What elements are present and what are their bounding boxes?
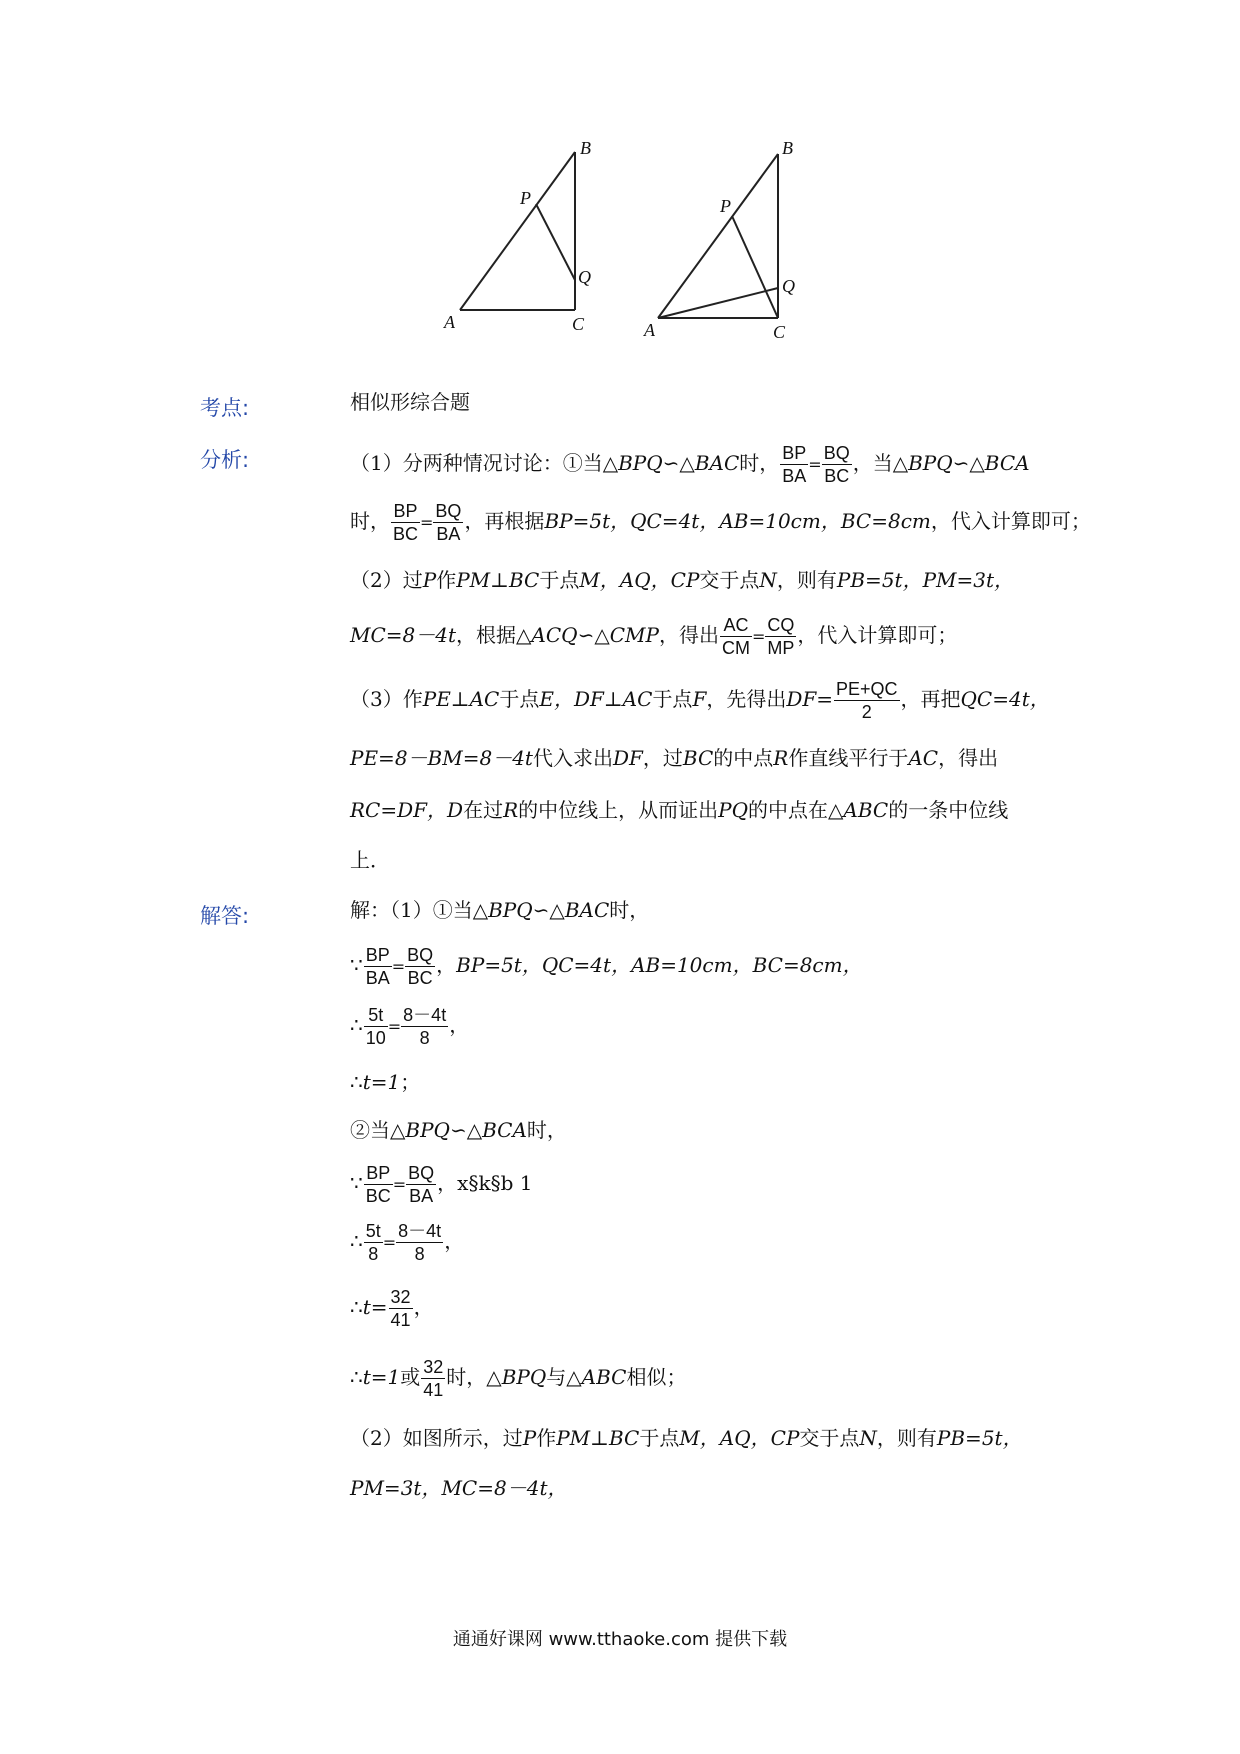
text-run: BQ (407, 945, 434, 965)
text-run: CQ (767, 615, 795, 635)
analysis-line-2 (350, 500, 1091, 545)
fraction (433, 500, 463, 545)
text-run: BPQ (618, 451, 663, 475)
text-run: 8 (368, 1244, 379, 1264)
text-run: MP (767, 638, 795, 658)
text-run: QC=4t， (960, 687, 1050, 711)
text-run: BA (436, 524, 461, 544)
text-run: BC (393, 524, 419, 544)
text-run: = (391, 956, 406, 976)
text-run: MC=8－4t (350, 623, 457, 647)
text-run: BC (407, 968, 433, 988)
text-run: P (522, 1426, 537, 1450)
text-run: 的中位线上，从而证出 (518, 798, 719, 822)
label-fenxi: 分析: (200, 448, 250, 472)
text-run: ∵ (350, 953, 363, 977)
text-run: BP=5t，QC=4t，AB=10cm，BC=8cm (544, 509, 931, 533)
solution-line-4 (350, 1072, 420, 1092)
solution-line-11: PM=3t，MC=8－4t， (350, 1476, 568, 1500)
text-run: BCA (482, 1118, 527, 1142)
text-run: PM⊥BC (456, 568, 540, 592)
right-label-q: Q (782, 276, 795, 296)
text-run: 41 (423, 1380, 444, 1400)
text-run: = (751, 626, 766, 646)
text-run: ， (437, 1171, 458, 1195)
text-run: 代入求出 (532, 746, 613, 770)
label-kaodian: 考点: (200, 396, 250, 420)
solution-line-8 (350, 1286, 434, 1331)
fraction (421, 1356, 445, 1401)
left-label-q: Q (578, 267, 591, 287)
solution-line-2 (350, 944, 863, 989)
text-run: = (420, 512, 434, 532)
text-run: ，则有 (876, 1426, 937, 1450)
text-run: ABC (581, 1365, 627, 1389)
text-run: 时， (609, 898, 650, 922)
text-run: BP (391, 500, 420, 523)
text-run: PB=5t，PM=3t， (836, 568, 1015, 592)
text-run: CM (721, 638, 750, 658)
text-run: ∴ (350, 1365, 363, 1389)
text-run: 解：（1）①当△ (350, 898, 489, 922)
text-run: ， (413, 1295, 434, 1319)
text-run: t=1 (362, 1365, 401, 1389)
text-run: BAC (564, 898, 610, 922)
text-run: （2）如图所示，过 (350, 1426, 523, 1450)
fraction (364, 1004, 388, 1049)
text-run: 作 (436, 568, 457, 592)
text-run: ，过 (642, 746, 683, 770)
text-run: BQ (823, 443, 850, 463)
text-run: 或 (400, 1365, 421, 1389)
text-run: ∴ (350, 1013, 363, 1037)
fraction (389, 1286, 413, 1331)
text-run: ， (436, 953, 457, 977)
text-run: 的一条中位线 (888, 798, 1009, 822)
fraction (391, 500, 420, 545)
text-run: 5t (365, 1221, 381, 1241)
text-run: = (382, 1232, 397, 1252)
text-run: ∽△ (662, 451, 695, 475)
left-label-c: C (572, 314, 585, 334)
solution-line-7 (350, 1220, 464, 1265)
text-run: BC (682, 746, 714, 770)
analysis-line-6 (350, 748, 998, 768)
text-run: t= (362, 1295, 388, 1319)
text-run: 时， (739, 451, 780, 475)
fraction (765, 614, 796, 659)
fraction (396, 1220, 443, 1265)
text-run: 2 (861, 702, 872, 722)
text-run: 与△ (546, 1365, 582, 1389)
left-label-p: P (520, 188, 531, 208)
text-run: ，代入计算即可； (930, 509, 1091, 533)
text-run: BCA (984, 451, 1030, 475)
text-run: t=1 (362, 1070, 401, 1094)
text-run: 时，△ (446, 1365, 502, 1389)
analysis-line-1 (350, 442, 1030, 487)
text-run: ACQ (531, 623, 578, 647)
fraction (406, 1162, 436, 1207)
text-run: ，得出 (938, 746, 999, 770)
text-run: M，AQ，CP (579, 568, 700, 592)
text-run: ∴ (350, 1070, 363, 1094)
text-run: RC=DF，D (350, 798, 464, 822)
text-run: P (422, 568, 437, 592)
text-run: ； (400, 1070, 421, 1094)
text-run: 作 (536, 1426, 557, 1450)
text-run: CMP (609, 623, 659, 647)
text-run: BPQ (501, 1365, 547, 1389)
text-run: 作直线平行于 (788, 746, 909, 770)
text-run: ， (444, 1229, 465, 1253)
text-run: ，再根据 (464, 509, 545, 533)
text-run: = (808, 454, 822, 474)
text-run: 于点 (499, 687, 540, 711)
fraction (364, 944, 392, 989)
fraction (364, 1162, 393, 1207)
text-run: x§k§b 1 (457, 1171, 533, 1195)
left-triangle (460, 152, 575, 310)
text-run: 相似； (626, 1365, 687, 1389)
text-run: 的中点在△ (748, 798, 844, 822)
label-jieda: 解答: (200, 904, 250, 928)
text-run: ，当△ (852, 451, 909, 475)
text-run: 交于点 (799, 1426, 860, 1450)
text-run: ，先得出 (706, 687, 787, 711)
text-run: BPQ (405, 1118, 450, 1142)
text-run: 10 (365, 1028, 386, 1048)
text-run: ∽△ (952, 451, 985, 475)
text-run: R (773, 746, 789, 770)
text-run: ，则有 (776, 568, 837, 592)
triangle-figures (430, 140, 830, 380)
text-run: BC (365, 1186, 391, 1206)
text-run: 8 (419, 1028, 430, 1048)
text-run: = (387, 1016, 402, 1036)
text-run: ABC (843, 798, 889, 822)
text-run: BA (782, 466, 807, 486)
text-run: M，AQ，CP (679, 1426, 800, 1450)
text-run: BP (365, 945, 390, 965)
left-label-b: B (580, 140, 591, 158)
text-run: DF (612, 746, 643, 770)
text-run: 时， (350, 509, 390, 533)
text-run: 交于点 (699, 568, 760, 592)
text-run: BA (409, 1186, 434, 1206)
text-run: 8－4t (398, 1221, 442, 1241)
text-run: 时， (526, 1118, 567, 1142)
text-run: ， (449, 1013, 470, 1037)
text-run: PE⊥AC (422, 687, 500, 711)
right-label-p: P (720, 196, 731, 216)
analysis-line-8: 上． (350, 848, 390, 872)
fraction (822, 442, 852, 487)
text-run: AC (720, 614, 752, 637)
text-run: ，得出 (658, 623, 719, 647)
fraction (405, 944, 435, 989)
kaodian-text: 相似形综合题 (350, 390, 470, 414)
fraction (720, 614, 752, 659)
text-run: PE+QC (836, 679, 898, 699)
solution-line-1 (350, 900, 649, 920)
text-run: 32 (390, 1287, 411, 1307)
right-label-c: C (773, 322, 786, 342)
page-footer: 通通好课网 www.tthaoke.com 提供下载 (452, 1629, 788, 1650)
solution-line-5 (350, 1120, 567, 1140)
text-run: R (503, 798, 519, 822)
fraction (364, 1220, 383, 1265)
text-run: BPQ (488, 898, 533, 922)
text-run: 于点 (639, 1426, 680, 1450)
text-run: 8 (414, 1244, 425, 1264)
fraction (401, 1004, 448, 1049)
text-run: BQ (408, 1163, 435, 1183)
solution-line-6 (350, 1162, 532, 1207)
text-run: ∽△ (532, 898, 565, 922)
text-run: ∴ (350, 1295, 363, 1319)
text-run: 于点 (652, 687, 693, 711)
text-run: F (692, 687, 707, 711)
text-run: ∽△ (449, 1118, 483, 1142)
text-run: PM⊥BC (556, 1426, 640, 1450)
analysis-line-7 (350, 800, 1008, 820)
text-run: ，根据△ (456, 623, 532, 647)
text-run: （2）过 (350, 568, 423, 592)
solution-line-9 (350, 1356, 686, 1401)
text-run: ，代入计算即可； (797, 623, 958, 647)
text-run: 在过 (463, 798, 504, 822)
text-run: ∵ (350, 1171, 363, 1195)
solution-line-10 (350, 1428, 1023, 1448)
right-triangle (658, 154, 778, 318)
analysis-line-5 (350, 678, 1050, 723)
text-run: BAC (694, 451, 740, 475)
text-run: PE=8－BM=8－4t (350, 746, 533, 770)
text-run: 41 (390, 1310, 411, 1330)
text-run: BP=5t，QC=4t，AB=10cm，BC=8cm， (456, 953, 863, 977)
text-run: ∽△ (577, 623, 610, 647)
text-run: PB=5t， (936, 1426, 1023, 1450)
text-run: BP (782, 443, 807, 463)
text-run: （1）分两种情况讨论：①当△ (350, 451, 619, 475)
text-run: N (859, 1426, 877, 1450)
text-run: ②当△ (350, 1118, 406, 1142)
text-run: 的中点 (713, 746, 774, 770)
text-run: （3）作 (350, 687, 423, 711)
text-run: BQ (435, 501, 462, 521)
text-run: PQ (718, 798, 748, 822)
text-run: BPQ (908, 451, 953, 475)
text-run: DF= (786, 687, 833, 711)
text-run: BA (365, 968, 390, 988)
right-label-b: B (782, 140, 793, 158)
fraction (780, 442, 808, 487)
text-run: BP (364, 1162, 393, 1185)
fraction (834, 678, 900, 723)
text-run: ∴ (350, 1229, 363, 1253)
text-run: 5t (364, 1004, 388, 1027)
text-run: N (759, 568, 777, 592)
text-run: E，DF⊥AC (539, 687, 653, 711)
text-run: 于点 (539, 568, 580, 592)
left-label-a: A (444, 312, 455, 332)
text-run: BC (824, 466, 850, 486)
analysis-line-3 (350, 570, 1014, 590)
text-run: 8－4t (403, 1005, 447, 1025)
text-run: 32 (423, 1357, 444, 1377)
text-run: ，再把 (900, 687, 961, 711)
text-run: AC (908, 746, 939, 770)
right-label-a: A (644, 320, 655, 340)
solution-line-3 (350, 1004, 469, 1049)
text-run: = (392, 1174, 407, 1194)
analysis-line-4 (350, 614, 957, 659)
